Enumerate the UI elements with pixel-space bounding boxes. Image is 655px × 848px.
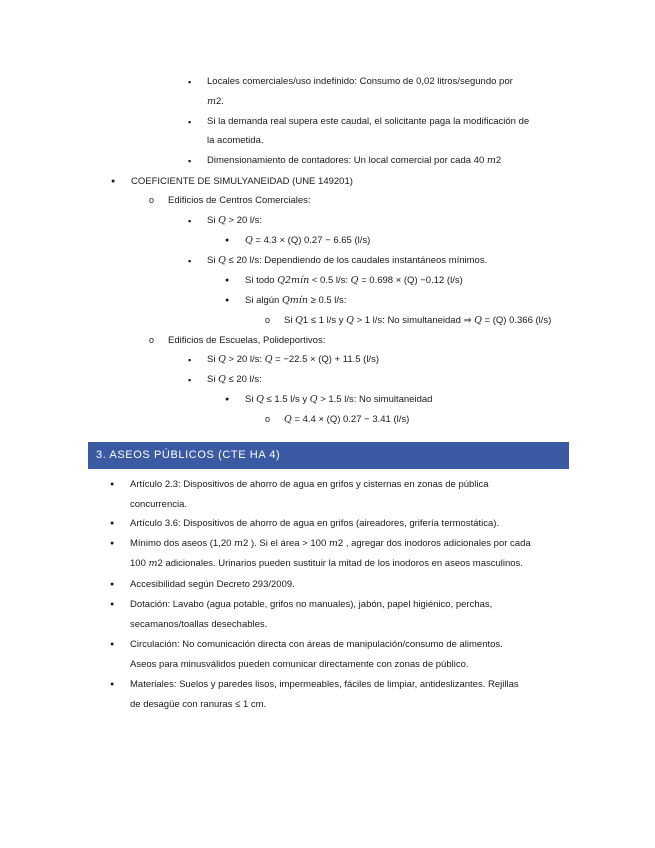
text: Si <box>207 354 219 365</box>
list-item-consumo <box>207 76 513 88</box>
list-item-contadores <box>207 155 501 167</box>
math-q: Q <box>218 374 226 385</box>
math-q: Q <box>218 255 226 266</box>
text: > 1 l/s: No simultaneidad ⇒ <box>353 315 475 326</box>
centros-sub3 <box>284 315 551 327</box>
list-item-materiales-cont <box>130 699 266 711</box>
list-item-consumo-cont <box>207 96 224 108</box>
text: 1 ≤ 1 l/s y <box>302 315 347 326</box>
consumo-text: Locales comerciales/uso indefinido: Consumo de 0,02 litros/segundo por <box>207 76 513 87</box>
math-q: Q <box>256 394 264 405</box>
text: Artículo 2.3: Dispositivos de ahorro de agua en grifos y cisternas en zonas de pública <box>130 479 489 490</box>
text: 2 adicionales. Urinarios pueden sustituir la mitad de los inodoros en aseos masculinos. <box>157 558 523 569</box>
text: 2 , agregar dos inodoros adicionales por cada <box>337 538 531 549</box>
text: > 20 l/s: <box>225 354 265 365</box>
list-item-demanda <box>207 116 529 128</box>
text: concurrencia. <box>130 499 188 510</box>
text: = −22.5 × (Q) + 11.5 (l/s) <box>272 354 379 365</box>
math-q: Q <box>350 275 359 286</box>
math-m: m <box>148 558 158 569</box>
math-q: Q <box>264 354 273 365</box>
text: Artículo 3.6: Dispositivos de ahorro de agua en grifos (aireadores, grifería termostática). <box>130 518 500 529</box>
list-item-minimo <box>130 538 531 550</box>
escuelas-case2 <box>207 374 262 386</box>
text: Accesibilidad según Decreto 293/2009. <box>130 579 295 590</box>
text: = (Q) 0.366 (l/s) <box>481 315 552 326</box>
escuelas-sub1 <box>245 394 432 406</box>
text: Dotación: Lavabo (agua potable, grifos no manuales), jabón, papel higiénico, perchas, <box>130 599 493 610</box>
centros-formula1 <box>245 235 370 247</box>
text: Materiales: Suelos y paredes lisos, impermeables, fáciles de limpiar, antideslizantes. Rejillas <box>130 679 519 690</box>
text: ≤ 20 l/s: Dependiendo de los caudales instantáneos mínimos. <box>225 255 488 266</box>
text: = 4.4 × (Q) 0.27 − 3.41 (l/s) <box>291 414 410 425</box>
math-m: m <box>486 155 496 166</box>
text: ≤ 1.5 l/s y <box>263 394 310 405</box>
math-q: Q <box>474 315 482 326</box>
escuelas-case1 <box>207 354 379 366</box>
list-item-art36 <box>130 518 499 530</box>
list-item-minimo-cont <box>130 558 523 570</box>
text: = 4.3 × (Q) 0.27 − 6.65 (l/s) <box>252 235 371 246</box>
list-item-materiales <box>130 679 519 691</box>
math-qmin: Q2mín <box>277 275 310 286</box>
contadores-unit: 2 <box>495 155 502 166</box>
text: Si todo <box>245 275 278 286</box>
math-q: Q <box>245 235 253 246</box>
text: 100 <box>130 558 149 569</box>
text: ≤ 20 l/s: <box>225 374 262 385</box>
math-q: Q <box>284 414 292 425</box>
centros-sub2 <box>245 295 346 307</box>
list-item-escuelas <box>168 335 325 347</box>
math-q: Q <box>218 215 226 226</box>
list-item-circulacion-cont <box>130 659 469 671</box>
math-q: Q <box>309 394 318 405</box>
text: Si <box>284 315 296 326</box>
text: Si <box>245 394 257 405</box>
text: secamanos/toallas desechables. <box>130 619 268 630</box>
text: de desagüe con ranuras ≤ 1 cm. <box>130 699 267 710</box>
text: Si <box>207 255 219 266</box>
text: = 0.698 × (Q) −0.12 (l/s) <box>358 275 463 286</box>
math-m: m <box>234 538 244 549</box>
math-m: m <box>328 538 338 549</box>
list-item-circulacion <box>130 639 503 651</box>
text: < 0.5 l/s: <box>309 275 351 286</box>
math-q: Q <box>346 315 354 326</box>
escuelas-formula <box>284 414 409 426</box>
list-item-centros <box>168 195 311 207</box>
list-item-demanda-cont <box>207 135 264 147</box>
list-item-dotacion-cont <box>130 619 267 631</box>
text: Aseos para minusválidos pueden comunicar directamente con zonas de público. <box>130 659 469 670</box>
math-q: Q <box>295 315 303 326</box>
section-heading: 3. ASEOS PÚBLICOS (CTE HA 4) <box>88 442 569 469</box>
text: ≥ 0.5 l/s: <box>307 295 347 306</box>
centros-title: Edificios de Centros Comerciales: <box>168 195 311 206</box>
escuelas-title: Edificios de Escuelas, Polideportivos: <box>168 335 326 346</box>
text: > 20 l/s: <box>225 215 263 226</box>
consumo-text-2: 2. <box>216 96 224 107</box>
text: Si <box>207 374 219 385</box>
math-q: Q <box>218 354 226 365</box>
centros-case2 <box>207 255 487 267</box>
demanda-text-2: la acometida. <box>207 135 264 146</box>
list-item-art23 <box>130 479 489 491</box>
list-item-simultaneidad <box>131 176 353 188</box>
text: Si <box>207 215 219 226</box>
text: Mínimo dos aseos (1,20 <box>130 538 235 549</box>
list-item-art23-cont <box>130 499 187 511</box>
simultaneidad-title: COEFICIENTE DE SIMULYANEIDAD (UNE 149201) <box>131 176 353 187</box>
text: 2 ). Si el área > 100 <box>243 538 329 549</box>
centros-case1 <box>207 215 262 227</box>
math-qmin: Qmín <box>281 295 308 306</box>
math-m: m <box>207 96 217 107</box>
list-item-accesibilidad <box>130 579 295 591</box>
text: Si algún <box>245 295 282 306</box>
demanda-text: Si la demanda real supera este caudal, el solicitante paga la modificación de <box>207 116 530 127</box>
centros-sub1 <box>245 275 463 287</box>
list-item-dotacion <box>130 599 492 611</box>
contadores-text: Dimensionamiento de contadores: Un local comercial por cada 40 <box>207 155 485 166</box>
text: > 1.5 l/s: No simultaneidad <box>317 394 433 405</box>
text: Circulación: No comunicación directa con áreas de manipulación/consumo de alimentos. <box>130 639 503 650</box>
